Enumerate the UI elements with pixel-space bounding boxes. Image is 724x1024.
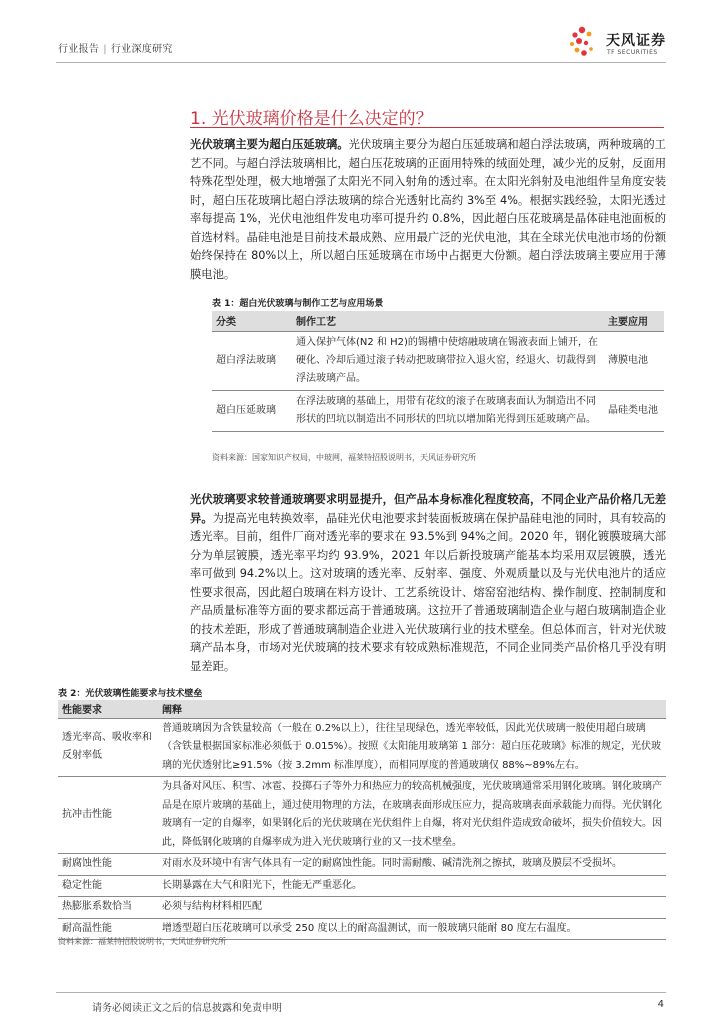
table-1-cell-application: 晶硅类电池	[604, 390, 664, 431]
table-2-source: 资料来源：福莱特招股说明书，天风证券研究所	[58, 937, 226, 946]
table-row	[212, 390, 664, 431]
logo-name-en: TF SECURITIES	[607, 49, 658, 56]
header-separator: |	[103, 44, 107, 55]
table-2-header-explanation: 阐释	[158, 700, 666, 718]
table-row	[58, 897, 666, 919]
table-1-header-category: 分类	[212, 311, 292, 331]
table-2-cell-explanation: 增透型超白压花玻璃可以承受 250 度以上的耐高温测试，而一般玻璃只能耐 80 度左右温度。	[158, 918, 666, 940]
table-2-cell-requirement: 耐高温性能	[58, 918, 158, 940]
paragraph-1-body: 光伏玻璃主要分为超白压延玻璃和超白浮法玻璃，两种玻璃的工艺不同。与超白浮法玻璃相比，超白压花玻璃的正面用特殊的绒面处理，减少光的反射，反面用特殊花型处理，极大地增强了太阳光不同入射角的透过率。在太阳光斜射及电池组件呈角度安装时，超白压花玻璃比超白浮法玻璃的综合光透射比高约 3%至 4%。根据实践经验，太阳光透过率每提高 1%，光伏电池组件发电功率可提升约 0.8%，因此超白压花玻璃是晶体硅电池面板的首选材料。晶硅电池是目前技术最成熟、应用最广泛的光伏电池，其在全球光伏电池市场的份额始终保持在 80%以上，所以超白压延玻璃在市场中占据更大份额。超白浮法玻璃主要应用于薄膜电池。	[190, 138, 666, 281]
table-1-header-process: 制作工艺	[292, 311, 604, 331]
table-1-cell-category: 超白压延玻璃	[212, 390, 292, 431]
table-row	[212, 331, 664, 390]
table-1-source: 资料来源：国家知识产权局，中玻网，福莱特招股说明书，天风证券研究所	[212, 453, 476, 462]
table-2-title: 表 2：光伏玻璃性能要求与技术壁垒	[58, 689, 203, 699]
tf-logo-icon	[568, 24, 604, 60]
page-number: 4	[657, 999, 664, 1010]
paragraph-2-body: 为提高光电转换效率，晶硅光伏电池要求封装面板玻璃在保护晶硅电池的同时，具有较高的透光率。目前，组件厂商对透光率的要求在 93.5%到 94%之间。2020 年，钢化镀膜玻璃大部分为单层镀膜，透光率平均约 93.9%，2021 年以后新投玻璃产能基本均采用双层镀膜，透光率可做到 94.2%以上。这对玻璃的透光率、反射率、强度、外观质量以及与光伏电池片的适应性要求很高，因此超白玻璃在料方设计、工艺系统设计、熔窑窑池结构、操作制度、控制制度和产品质量标准等方面的要求都远高于普通玻璃。这拉开了普通玻璃制造企业与超白玻璃制造企业的技术差距，形成了普通玻璃制造企业进入光伏玻璃行业的技术壁垒。但总体而言，针对光伏玻璃产品本身，市场对光伏玻璃的技术要求有较成熟标准规范，不同企业同类产品价格几乎没有明显差距。	[190, 511, 666, 673]
table-2	[58, 700, 666, 940]
table-1-cell-process: 在浮法玻璃的基础上，用带有花纹的滚子在玻璃表面认为制造出不同形状的凹坑以制造出不同形状的凹坑以增加陷光得到压延玻璃产品。	[292, 390, 604, 431]
table-1-cell-category: 超白浮法玻璃	[212, 331, 292, 390]
company-logo	[568, 24, 678, 64]
paragraph-2-lead: 光伏玻璃要求较普通玻璃要求明显提升，但产品本身标准化程度较高，不同企业产品价格几无差异。	[190, 493, 666, 525]
report-header	[58, 40, 173, 55]
table-2-header-row	[58, 700, 666, 718]
section-title-divider	[190, 127, 664, 128]
table-2-cell-requirement: 抗冲击性能	[58, 777, 158, 854]
table-2-cell-explanation: 长期暴露在大气和阳光下，性能无严重恶化。	[158, 875, 666, 897]
table-row	[58, 875, 666, 897]
table-row	[58, 718, 666, 777]
table-1-title: 表 1：超白光伏玻璃与制作工艺与应用场景	[212, 299, 384, 309]
footer-disclaimer[interactable]: 请务必阅读正文之后的信息披露和免责申明	[92, 1003, 282, 1014]
table-row	[58, 854, 666, 876]
footer-divider	[56, 992, 666, 993]
table-2-cell-requirement: 透光率高、吸收率和反射率低	[58, 718, 158, 777]
table-row	[58, 777, 666, 854]
table-1-header-application: 主要应用	[604, 311, 664, 331]
table-2-header-requirement: 性能要求	[58, 700, 158, 718]
section-title: 1. 光伏玻璃价格是什么决定的？	[190, 109, 433, 129]
table-2-cell-explanation: 必须与结构材料相匹配	[158, 897, 666, 919]
paragraph-1	[190, 136, 666, 284]
table-2-cell-explanation: 对雨水及环境中有害气体具有一定的耐腐蚀性能。同时需耐酸、碱清洗剂之擦拭，玻璃及膜层不受损坏。	[158, 854, 666, 876]
table-2-cell-requirement: 热膨胀系数恰当	[58, 897, 158, 919]
logo-name-cn: 天风证券	[606, 33, 666, 49]
table-2-cell-explanation: 普通玻璃因为含铁量较高（一般在 0.2%以上），往往呈现绿色，透光率较低，因此光伏玻璃一般使用超白玻璃（含铁量根据国家标准必须低于 0.015%）。按照《太阳能用玻璃第 1 部分：超白压花玻璃》标准的规定，光伏玻璃的光伏透射比≥91.5%（按 3.2mm 标准厚度），而相同厚度的普通玻璃仅 88%~89%左右。	[158, 718, 666, 777]
table-1	[212, 311, 664, 432]
table-2-cell-requirement: 耐腐蚀性能	[58, 854, 158, 876]
paragraph-1-lead: 光伏玻璃主要为超白压延玻璃。	[190, 138, 349, 151]
header-subcategory: 行业深度研究	[110, 44, 173, 55]
table-1-cell-application: 薄膜电池	[604, 331, 664, 390]
table-2-cell-requirement: 稳定性能	[58, 875, 158, 897]
header-category: 行业报告	[58, 44, 100, 55]
table-2-cell-explanation: 为具备对风压、积雪、冰雹、投掷石子等外力和热应力的较高机械强度，光伏玻璃通常采用钢化玻璃。钢化玻璃产品是在原片玻璃的基础上，通过使用物理的方法，在玻璃表面形成压应力，提高玻璃表面承载能力而得。光伏钢化玻璃有一定的自爆率，如果钢化后的光伏玻璃在光伏组件上自爆，将对光伏组件造成致命破坏，损失价值较大。因此，降低钢化玻璃的自爆率成为进入光伏玻璃行业的又一技术壁垒。	[158, 777, 666, 854]
table-1-cell-process: 通入保护气体(N2 和 H2)的锡槽中使熔融玻璃在锡液表面上铺开，在硬化、冷却后通过滚子转动把玻璃带拉入退火窑，经退火、切裁得到浮法玻璃产品。	[292, 331, 604, 390]
paragraph-2	[190, 491, 666, 676]
table-1-header-row	[212, 311, 664, 331]
